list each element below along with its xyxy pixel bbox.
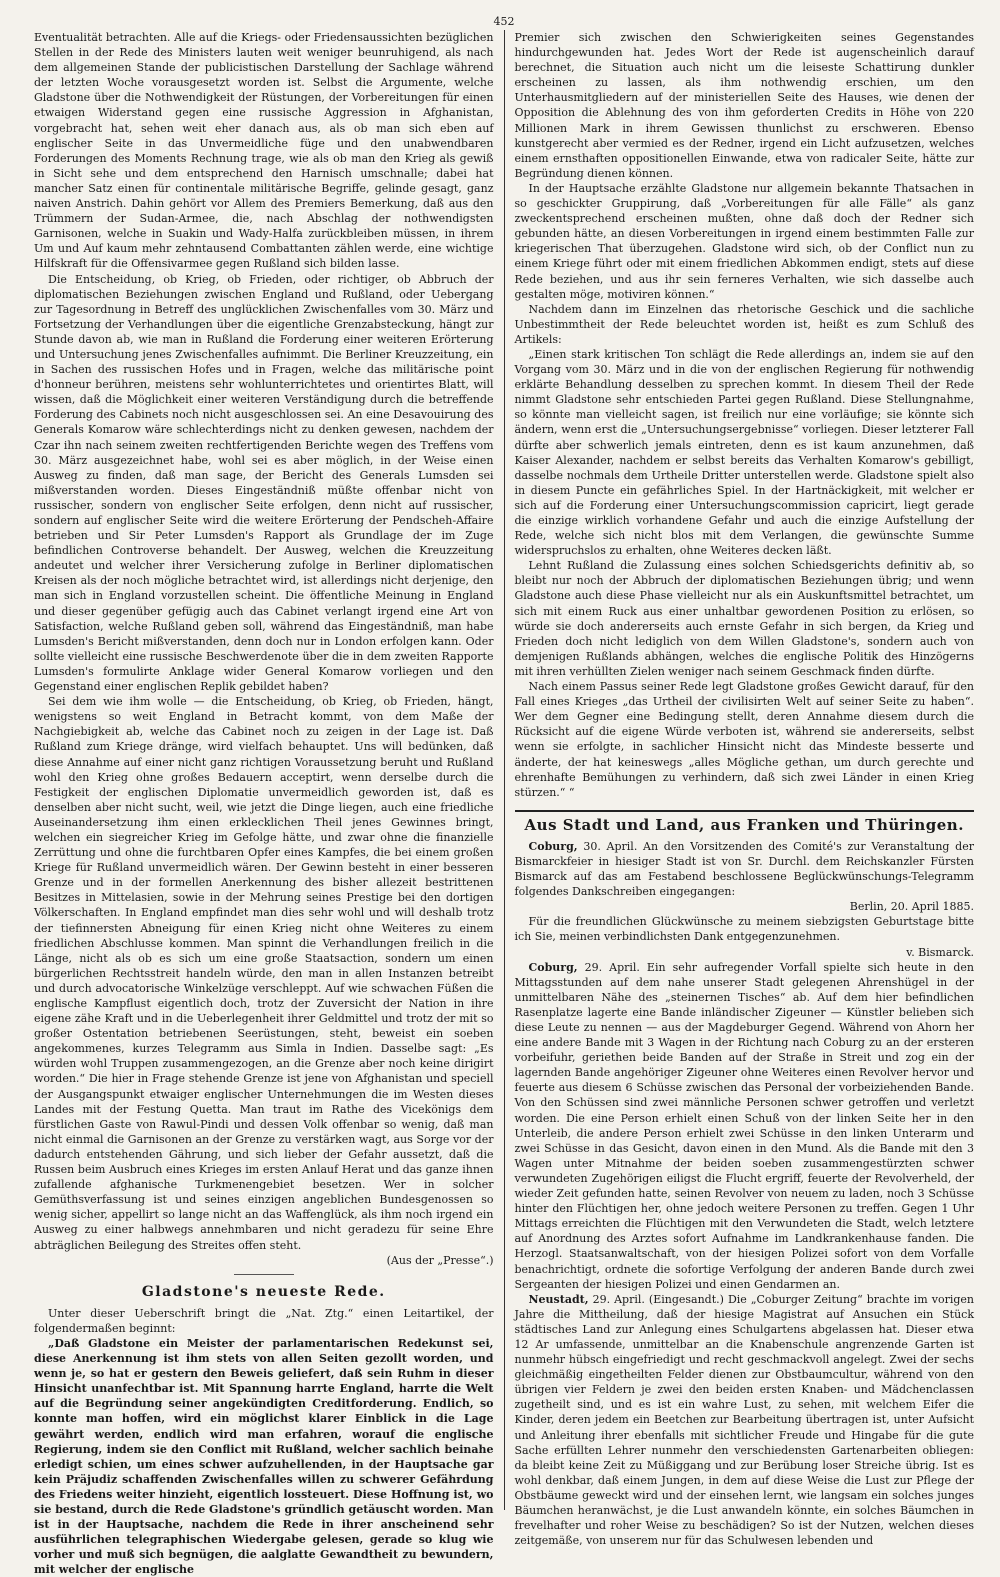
letter-body: Für die freundlichen Glückwünsche zu meinem siebzigsten Geburtstage bitte ich Sie, meinen verbindlichsten Dank entgegenzunehmen. xyxy=(514,915,974,944)
news-text: 30. April. An den Vorsitzenden des Comité's zur Veranstaltung der Bismarckfeier in hiesiger Stadt ist von Sr. Durchl. dem Reichskanzler Fürsten Bismarck auf das am Festabend beschlossene Beglückwünschungs-Telegramm folgendes Dankschreiben eingegangen: xyxy=(514,839,974,899)
paragraph: Sei dem wie ihm wolle — die Entscheidung, ob Krieg, ob Frieden, hängt, wenigstens so weit England in Betracht kommt, von dem Maße der Nachgiebigkeit ab, welche das Cabinet noch zu zeigen in der Lage ist. Daß Rußland zum Kriege dränge, wird vielfach behauptet. Uns will bedünken, daß diese Annahme auf einer nicht ganz richtigen Voraussetzung beruht und Rußland wohl den Krieg ohne großes Bedauern acceptirt, wenn derselbe durch die Festigkeit der englischen Diplomatie unvermeidlich geworden ist, daß es denselben aber nicht sucht, weil, wie jetzt die Dinge liegen, auch eine friedliche Auseinandersetzung ihm einen erklecklichen Theil jenes Gewinnes bringt, welchen ein siegreicher Krieg im Gefolge hätte, und zwar ohne die finanzielle Zerrüttung und ohne die furchtbaren Opfer eines Kampfes, die bei einem großen Kriege für Rußland unvermeidlich wären. Der Gewinn besteht in einer besseren Grenze und in der formellen Anerkennung des bisher allezeit bestrittenen Besitzes in Mittelasien, sowie in der Mehrung seines Prestige bei den dortigen Völkerschaften. In England empfindet man dies sehr wohl und will deshalb trotz der tiefinnersten Abneigung für einen Krieg nicht ohne Weiteres zu einem friedlichen Abschlusse kommen. Man spinnt die Verhandlungen freilich in die Länge, nicht als ob es sich um eine große Staatsaction, sondern um einen bürgerlichen Rechtsstreit handeln würde, den man in allen Instanzen betreibt und durch advocatorische Winkelzüge verschleppt. Auf wie schwachen Füßen die englische Kampflust eigentlich doch, trotz der Zuversicht der Nation in ihre eigene zähe Kraft und in die Ueberlegenheit ihrer Geldmittel und trotz der mit so großer Ostentation betriebenen Seerüstungen, steht, beweist ein soeben angekommenes, kurzes Telegramm aus Simla in Indien. Dasselbe sagt: „Es würden wohl Truppen zusammengezogen, an die Grenze aber noch keine dirigirt worden.“ Die hier in Frage stehende Grenze ist jene von Afghanistan und speciell der Ausgangspunkt etwaiger englischer Unternehmungen die im Westen dieses Landes mit der Festung Quetta. Man traut im Rathe des Vicekönigs dem fürstlichen Gaste von Rawul-Pindi und dessen Volk offenbar so wenig, daß man nicht einmal die Garnisonen an der Grenze zu verstärken wagt, aus Sorge vor der dadurch entstehenden Gährung, und sich lieber der Gefahr aussetzt, daß die Russen beim Ausbruch eines Krieges im ersten Anlauf Herat und das ganze ihnen zufallende afghanische Turkmenengebiet besetzen. Wer in solcher Gemüthsverfassung ist und seines einzigen angeblichen Bundesgenossen so wenig sicher, appellirt so lange nicht an das Waffenglück, als ihm noch irgend ein Ausweg zu einer halbwegs annehmbaren und nicht geradezu für seine Ehre abträglichen Beilegung des Streites offen steht. xyxy=(34,695,494,1252)
source-note: (Aus der „Presse“.) xyxy=(386,1253,494,1267)
paragraph: Die Entscheidung, ob Krieg, ob Frieden, oder richtiger, ob Abbruch der diplomatischen Beziehungen zwischen England und Rußland, oder Uebergang zur Tagesordnung in Betreff des unglücklichen Zwischenfalles vom 30. März und Fortsetzung der Verhandlungen über die eigentliche Grenzabsteckung, hängt zur Stunde davon ab, wie man in Rußland die Forderung einer weiteren Erörterung und Untersuchung jenes Zwischenfalles aufnimmt. Die Berliner Kreuzzeitung, ein in Sachen des russischen Hofes und in Fragen, welche das militärische point d'honneur berühren, meistens sehr wohlunterrichtetes und orientirtes Blatt, will wissen, daß die Möglichkeit einer weiteren Verständigung durch die betreffende Forderung des Cabinets noch nicht ausgeschlossen sei. An eine Desavouirung des Generals Komarow wäre schlechterdings nicht zu denken gewesen, nachdem der Czar ihn nach seinem zweiten rechtfertigenden Berichte wegen des Treffens vom 30. März ausgezeichnet habe, wohl sei es aber möglich, in der Weise einen Ausweg zu finden, daß man sage, der Bericht des Generals Lumsden sei mißverstanden worden. Dieses Eingeständniß müßte offenbar nicht von russischer, sondern von englischer Seite erfolgen, denn nicht auf russischer, sondern auf englischer Seite wird die weitere Erörterung der Pendscheh-Affaire betrieben und Sir Peter Lumsden's Rapport als Grundlage der im Zuge befindlichen Controverse behandelt. Der Ausweg, welchen die Kreuzzeitung andeutet und welcher ihrer Versicherung zufolge in Berliner diplomatischen Kreisen als der noch mögliche betrachtet wird, ist allerdings nicht derjenige, den man sich in England vorzustellen scheint. Die öffentliche Meinung in England und dieser gegenüber gefügig auch das Cabinet verlangt irgend eine Art von Satisfaction, welche Rußland geben soll, während das Eingeständniß, man habe Lumsden's Bericht mißverstanden, denn doch nur in London erfolgen kann. Oder sollte vielleicht eine russische Beschwerdenote über die in dem zweiten Rapporte Lumsden's formulirte Anklage wider General Komarow vorliegen und den Gegenstand einer englischen Replik gebildet haben? xyxy=(34,272,494,694)
left-column xyxy=(34,30,494,1577)
article-heading: Gladstone's neueste Rede. xyxy=(141,1283,386,1300)
section-heading: Aus Stadt und Land, aus Franken und Thüringen. xyxy=(515,810,975,833)
news-text: 29. April. (Eingesandt.) Die „Coburger Zeitung“ brachte im vorigen Jahre die Mittheilung, daß der hiesige Magistrat auf Ansuchen ein Stück städtisches Land zur Anlegung eines Schulgartens abgelassen hat. Dieser etwa 12 Ar umfassende, unmittelbar an die Knabenschule angrenzende Garten ist nunmehr hübsch eingefriedigt und recht geschmackvoll angelegt. Zwei der sechs gleichmäßig eingetheilten Felder dienen zur Obstbaumcultur, während von den übrigen vier Feldern je zwei den beiden ersten Knaben- und Mädchenclassen zugetheilt sind, und es ist ein wahre Lust, zu sehen, mit welchem Eifer die Kinder, deren jedem ein Beetchen zur Bearbeitung übertragen ist, unter Aufsicht und Anleitung ihrer ebenfalls mit sichtlicher Freude und Hingabe für die gute Sache erfüllten Lehrer nunmehr den verschiedensten Gartenarbeiten obliegen: da bleibt keine Zeit zu Müßiggang und zur Berübung loser Streiche übrig. Ist es wohl denkbar, daß einem Jungen, in dem auf diese Weise die Lust zur Pflege der Obstbäume geweckt wird und der einsehen lernt, wie langsam ein solches junges Bäumchen heranwächst, je die Lust anwandeln könnte, ein solches Bäumchen in frevelhafter und roher Weise zu beschädigen? So ist der Nutzen, welchen dieses zeitgemäße, von unserem nur für das Schulwesen lebenden und xyxy=(514,1292,974,1548)
column-divider xyxy=(504,30,505,1510)
divider xyxy=(234,1274,294,1275)
paragraph: „Daß Gladstone ein Meister der parlamentarischen Redekunst sei, diese Anerkennung ist ihm stets von allen Seiten gezollt worden, und wenn je, so hat er gestern den Beweis geliefert, daß sein Ruhm in dieser Hinsicht unanfechtbar ist. Mit Spannung harrte England, harrte die Welt auf die Begründung seiner angekündigten Creditforderung. Endlich, so konnte man hoffen, wird ein möglichst klarer Einblick in die Lage gewährt werden, endlich wird man erfahren, worauf die englische Regierung, indem sie den Conflict mit Rußland, welcher sachlich beinahe erledigt schien, um eines schwer aufzuhellenden, in der Hauptsache gar kein Präjudiz schaffenden Zwischenfalles willen zu schwerer Gefährdung des Friedens weiter hinzieht, eigentlich lossteuert. Diese Hoffnung ist, wo sie bestand, durch die Rede Gladstone's gründlich getäuscht worden. Man ist in der Hauptsache, nachdem die Rede in ihrer anscheinend sehr ausführlichen telegraphischen Wiedergabe gelesen, gerade so klug wie vorher und muß sich begnügen, die aalglatte Gewandtheit zu bewundern, mit welcher der englische xyxy=(34,1336,494,1577)
paragraph: Unter dieser Ueberschrift bringt die „Nat. Ztg.“ einen Leitartikel, der folgendermaßen beginnt: xyxy=(34,1306,494,1335)
news-item-neustadt xyxy=(515,1292,975,1549)
paragraph: Eventualität betrachten. Alle auf die Kriegs- oder Friedensaussichten bezüglichen Stellen in der Rede des Ministers lauten weit weniger beunruhigend, als nach dem allgemeinen Stande der publicistischen Darstellung der Sachlage während der letzten Woche vorausgesetzt worden ist. Selbst die Argumente, welche Gladstone über die Nothwendigkeit der Rüstungen, der Vorbereitungen für einen etwaigen Widerstand gegen eine russische Aggression in Afghanistan, vorgebracht hat, sehen weit eher danach aus, als ob man sich eben auf englischer Seite in das Unvermeidliche füge und den unabwendbaren Forderungen des Moments Rechnung trage, wie als ob man den Krieg als gewiß in Sicht sehe und dem entsprechend den Harnisch umschnalle; dabei hat mancher Satz einen für continentale militärische Begriffe, gelinde gesagt, ganz naiven Anstrich. Dahin gehört vor Allem des Premiers Bemerkung, daß aus den Trümmern der Sudan-Armee, die, nach Abschlag der nothwendigsten Garnisonen, welche in Suakin und Wady-Halfa zurückbleiben müssen, in ihrem Um und Auf kaum mehr zehntausend Combattanten zählen werde, eine wichtige Hilfskraft für die Offensivarmee gegen Rußland sich bilden lasse. xyxy=(34,31,494,271)
right-column xyxy=(514,30,975,1548)
paragraph: Nach einem Passus seiner Rede legt Gladstone großes Gewicht darauf, für den Fall eines Krieges „das Urtheil der civilisirten Welt auf seiner Seite zu haben“. Wer dem Gegner eine Bedingung stellt, deren Annahme diesem durch die Rücksicht auf die eigene Würde verboten ist, während sie andererseits, selbst wenn sie erfolgte, in sachlicher Hinsicht nicht das Mindeste besserte und änderte, der hat keineswegs „alles Mögliche gethan, um durch gerechte und ehrenhafte Bemühungen zu verhindern, daß sich zwei Länder in einen Krieg stürzen.“ “ xyxy=(514,680,974,799)
letter-date: Berlin, 20. April 1885. xyxy=(849,900,974,914)
paragraph: „Einen stark kritischen Ton schlägt die Rede allerdings an, indem sie auf den Vorgang vom 30. März und in die von der englischen Regierung für nothwendig erklärte Behandlung desselben zu sprechen kommt. In diesem Theil der Rede nimmt Gladstone sehr entschieden Partei gegen Rußland. Diese Stellungnahme, so könnte man vielleicht sagen, ist freilich nur eine vorläufige; sie könnte sich ändern, wenn erst die „Untersuchungsergebnisse“ vorliegen. Dieser letzterer Fall dürfte aber schwerlich jemals eintreten, denn es ist kaum anzunehmen, daß Kaiser Alexander, nachdem er selbst bereits das Verhalten Komarow's gebilligt, dasselbe nochmals dem Urtheile Dritter unterstellen werde. Gladstone spielt also in diesem Puncte ein gefährliches Spiel. In der Hartnäckigkeit, mit welcher er sich auf die Forderung einer Untersuchungscommission capricirt, liegt gerade die einzige wirklich vorhandene Gefahr und auch die einzige Aufstellung der Rede, welche sich nicht blos mit dem Verlangen, die gewünschte Summe widerspruchslos zu erhalten, ohne Weiteres decken läßt. xyxy=(514,347,974,558)
signature: v. Bismarck. xyxy=(906,945,974,959)
dateline: Coburg, xyxy=(528,960,578,974)
news-item-coburg-1 xyxy=(515,839,975,899)
page-number: 452 xyxy=(493,15,515,28)
paragraph: Premier sich zwischen den Schwierigkeiten seines Gegenstandes hindurchgewunden hat. Jedes Wort der Rede ist augenscheinlich darauf berechnet, die Situation auch nicht um die leiseste Schattirung dunkler erscheinen zu lassen, als ihm nothwendig erschien, um den Unterhausmitgliedern auf der ministeriellen Seite des Hauses, wie denen der Opposition die Ablehnung des von ihm geforderten Credits in Höhe von 220 Millionen Mark in ihrem Gewissen thunlichst zu erschweren. Ebenso kunstgerecht aber vermied es der Redner, irgend ein Licht aufzusetzen, welches einem ernsthaften oppositionellen Einwande, etwa von radicaler Seite, hätte zur Begründung dienen können. xyxy=(514,31,974,180)
paragraph: Lehnt Rußland die Zulassung eines solchen Schiedsgerichts definitiv ab, so bleibt nur noch der Abbruch der diplomatischen Beziehungen übrig; und wenn Gladstone auch diese Phase vielleicht nur als ein Auskunftsmittel betrachtet, um sich mit einem Ruck aus einer unhaltbar gewordenen Position zu erlösen, so würde sie doch andererseits auch ernste Gefahr in sich bergen, da Krieg und Frieden doch nicht lediglich von dem Willen Gladstone's, sondern auch von demjenigen Rußlands abhängen, welches die englische Politik des Hinzögerns mit ihren verhüllten Zielen weniger nach seinem Geschmack finden dürfte. xyxy=(514,559,974,678)
news-text: 29. April. Ein sehr aufregender Vorfall spielte sich heute in den Mittagsstunden auf dem nahe unserer Stadt gelegenen Ahrenshügel in der unmittelbaren Nähe des „steinernen Tisches“ ab. Auf dem hier befindlichen Rasenplatze lagerte eine Bande inländischer Zigeuner — Künstler belieben sich diese Leute zu nennen — aus der Magdeburger Gegend. Während von Ahorn her eine andere Bande mit 3 Wagen in der Richtung nach Coburg zu an der ersteren vorbeifuhr, geriethen beide Banden auf der Straße in Streit und zog ein der lagernden Bande angehöriger Zigeuner ohne Weiteres einen Revolver hervor und feuerte aus diesem 6 Schüsse zwischen das Personal der vorbeiziehenden Bande. Von den Schüssen sind zwei männliche Personen schwer getroffen und verletzt worden. Die eine Person erhielt einen Schuß von der linken Seite her in den Unterleib, die andere Person erhielt zwei Schüsse in den linken Unterarm und zwei Schüsse in das Gesicht, davon einen in den Mund. Als die Bande mit den 3 Wagen unter Mitnahme der beiden soeben zusammengestürzten schwer verwundeten Zugehörigen eiligst die Flucht ergriff, feuerte der Revolverheld, der wieder Zeit gefunden hatte, seinen Revolver von neuem zu laden, noch 3 Schüsse hinter den Flüchtigen her, ohne jedoch weitere Personen zu treffen. Gegen 1 Uhr Mittags erreichten die Flüchtigen mit den Verwundeten die Stadt, welch letztere auf Anordnung des Arztes sofort Aufnahme im Landkrankenhause fanden. Die Herzogl. Staatsanwaltschaft, von der hiesigen Polizei sofort von dem Vorfalle benachrichtigt, ordnete die sofortige Verfolgung der anderen Bande durch zwei Sergeanten der hiesigen Polizei und einen Gendarmen an. xyxy=(514,960,974,1291)
paragraph: In der Hauptsache erzählte Gladstone nur allgemein bekannte Thatsachen in so geschickter Gruppirung, daß „Vorbereitungen für alle Fälle“ als ganz zweckentsprechend erscheinen mußten, ohne daß doch der Redner sich gebunden hätte, an diesen Vorbereitungen in irgend einem bestimmten Falle zur kriegerischen That überzugehen. Gladstone wird sich, ob der Conflict nun zu einem Kriege führt oder mit einem friedlichen Abkommen endigt, stets auf diese Rede beziehen, und aus ihr sein ferneres Verhalten, wie sich dasselbe auch gestalten möge, motiviren können.“ xyxy=(514,181,974,301)
dateline: Neustadt, xyxy=(528,1292,589,1306)
paragraph: Nachdem dann im Einzelnen das rhetorische Geschick und die sachliche Unbestimmtheit der Rede beleuchtet worden ist, heißt es zum Schluß des Artikels: xyxy=(514,302,974,346)
dateline: Coburg, xyxy=(528,839,578,853)
columns xyxy=(34,30,974,1577)
news-item-coburg-2 xyxy=(515,960,975,1292)
